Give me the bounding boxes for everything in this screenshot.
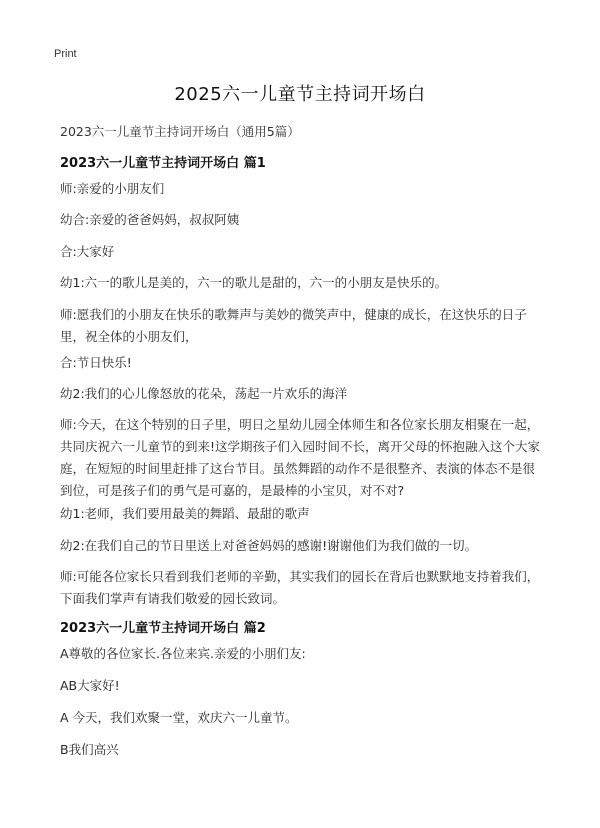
paragraph: 幼合:亲爱的爸爸妈妈，叔叔阿姨 xyxy=(60,212,240,227)
print-label: Print xyxy=(54,48,77,60)
paragraph: 幼2:我们的心儿像怒放的花朵，荡起一片欢乐的海洋 xyxy=(60,386,348,401)
paragraph: AB大家好! xyxy=(60,678,120,693)
paragraph: B我们高兴 xyxy=(60,742,119,757)
paragraph: 幼1:六一的歌儿是美的，六一的歌儿是甜的，六一的小朋友是快乐的。 xyxy=(60,275,448,290)
paragraph: 师:愿我们的小朋友在快乐的歌舞声与美妙的微笑声中，健康的成长，在这快乐的日子里，祝全体的小朋友们， xyxy=(60,307,527,344)
paragraph: 合:节日快乐! xyxy=(60,355,132,370)
subtitle: 2023六一儿童节主持词开场白（通用5篇） xyxy=(60,124,300,139)
paragraph: A 今天，我们欢聚一堂，欢庆六一儿童节。 xyxy=(60,710,298,725)
paragraph: 师:可能各位家长只看到我们老师的辛勤，其实我们的园长在背后也默默地支持着我们，下面我们掌声有请我们敬爱的园长致词。 xyxy=(60,569,540,606)
section-2-heading: 2023六一儿童节主持词开场白 篇2 xyxy=(60,621,266,636)
section-1-heading: 2023六一儿童节主持词开场白 篇1 xyxy=(60,156,266,171)
page-title: 2025六一儿童节主持词开场白 xyxy=(174,84,426,105)
paragraph: 师:今天，在这个特别的日子里，明日之星幼儿园全体师生和各位家长朋友相聚在一起，共同庆祝六一儿童节的到来!这学期孩子们入园时间不长，离开父母的怀抱融入这个大家庭，在短短的时间里赶排了这台节目。虽然舞蹈的动作不是很整齐、表演的体态不是很到位，可是孩子们的勇气是可嘉的，是最棒的小宝贝，对不对? xyxy=(60,417,541,498)
paragraph: A尊敬的各位家长.各位来宾.亲爱的小朋们友: xyxy=(60,646,306,661)
paragraph: 合:大家好 xyxy=(60,244,115,259)
paragraph: 幼1:老师，我们要用最美的舞蹈、最甜的歌声 xyxy=(60,506,310,521)
paragraph: 师:亲爱的小朋友们 xyxy=(60,181,165,196)
paragraph: 幼2:在我们自己的节日里送上对爸爸妈妈的感谢!谢谢他们为我们做的一切。 xyxy=(60,538,478,553)
